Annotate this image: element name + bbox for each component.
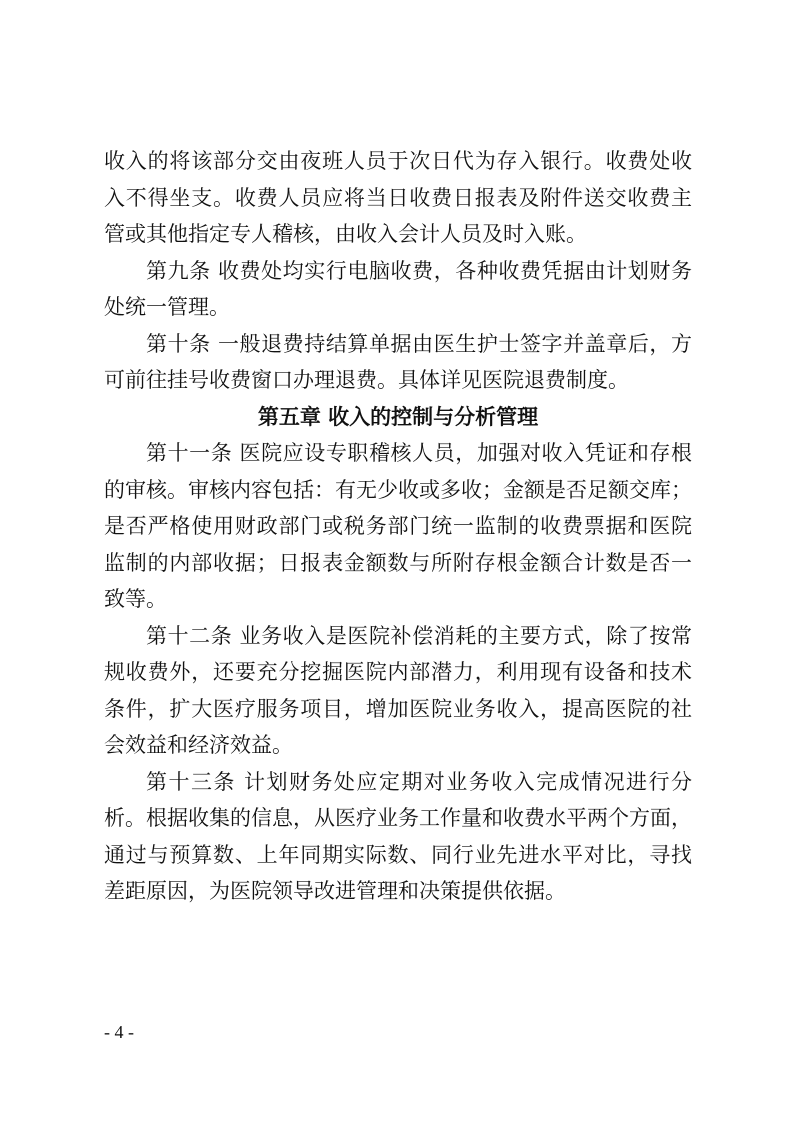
body-line: 监制的内部收据；日报表金额数与所附存根金额合计数是否一 xyxy=(104,550,692,575)
chapter-heading: 第五章 收入的控制与分析管理 xyxy=(257,404,539,429)
body-line: 入不得坐支。收费人员应将当日收费日报表及附件送交收费主 xyxy=(104,185,692,210)
page-number: - 4 - xyxy=(104,1022,134,1042)
body-line: 条件，扩大医疗服务项目，增加医院业务收入，提高医院的社 xyxy=(104,696,692,721)
article-13-line: 第十三条 计划财务处应定期对业务收入完成情况进行分 xyxy=(146,769,692,794)
body-line: 是否严格使用财政部门或税务部门统一监制的收费票据和医院 xyxy=(104,514,692,538)
article-12-line: 第十二条 业务收入是医院补偿消耗的主要方式，除了按常 xyxy=(146,623,692,648)
article-9-line: 第九条 收费处均实行电脑收费，各种收费凭据由计划财务 xyxy=(146,258,692,283)
body-line: 处统一管理。 xyxy=(104,295,230,319)
body-line: 差距原因，为医院领导改进管理和决策提供依据。 xyxy=(104,879,566,903)
body-line: 管或其他指定专人稽核，由收入会计人员及时入账。 xyxy=(104,222,587,246)
body-line: 会效益和经济效益。 xyxy=(104,733,293,757)
document-body xyxy=(104,143,692,910)
body-line: 可前往挂号收费窗口办理退费。具体详见医院退费制度。 xyxy=(104,368,629,392)
body-line: 致等。 xyxy=(104,587,167,611)
body-line: 的审核。审核内容包括：有无少收或多收；金额是否足额交库； xyxy=(104,477,692,502)
article-11-line: 第十一条 医院应设专职稽核人员，加强对收入凭证和存根 xyxy=(146,441,692,465)
article-10-line: 第十条 一般退费持结算单据由医生护士签字并盖章后，方 xyxy=(146,331,692,356)
body-line: 通过与预算数、上年同期实际数、同行业先进水平对比，寻找 xyxy=(104,842,692,867)
body-line: 析。根据收集的信息，从医疗业务工作量和收费水平两个方面， xyxy=(104,806,692,830)
body-line: 收入的将该部分交由夜班人员于次日代为存入银行。收费处收 xyxy=(104,149,692,173)
body-line: 规收费外，还要充分挖掘医院内部潜力，利用现有设备和技术 xyxy=(104,660,692,684)
